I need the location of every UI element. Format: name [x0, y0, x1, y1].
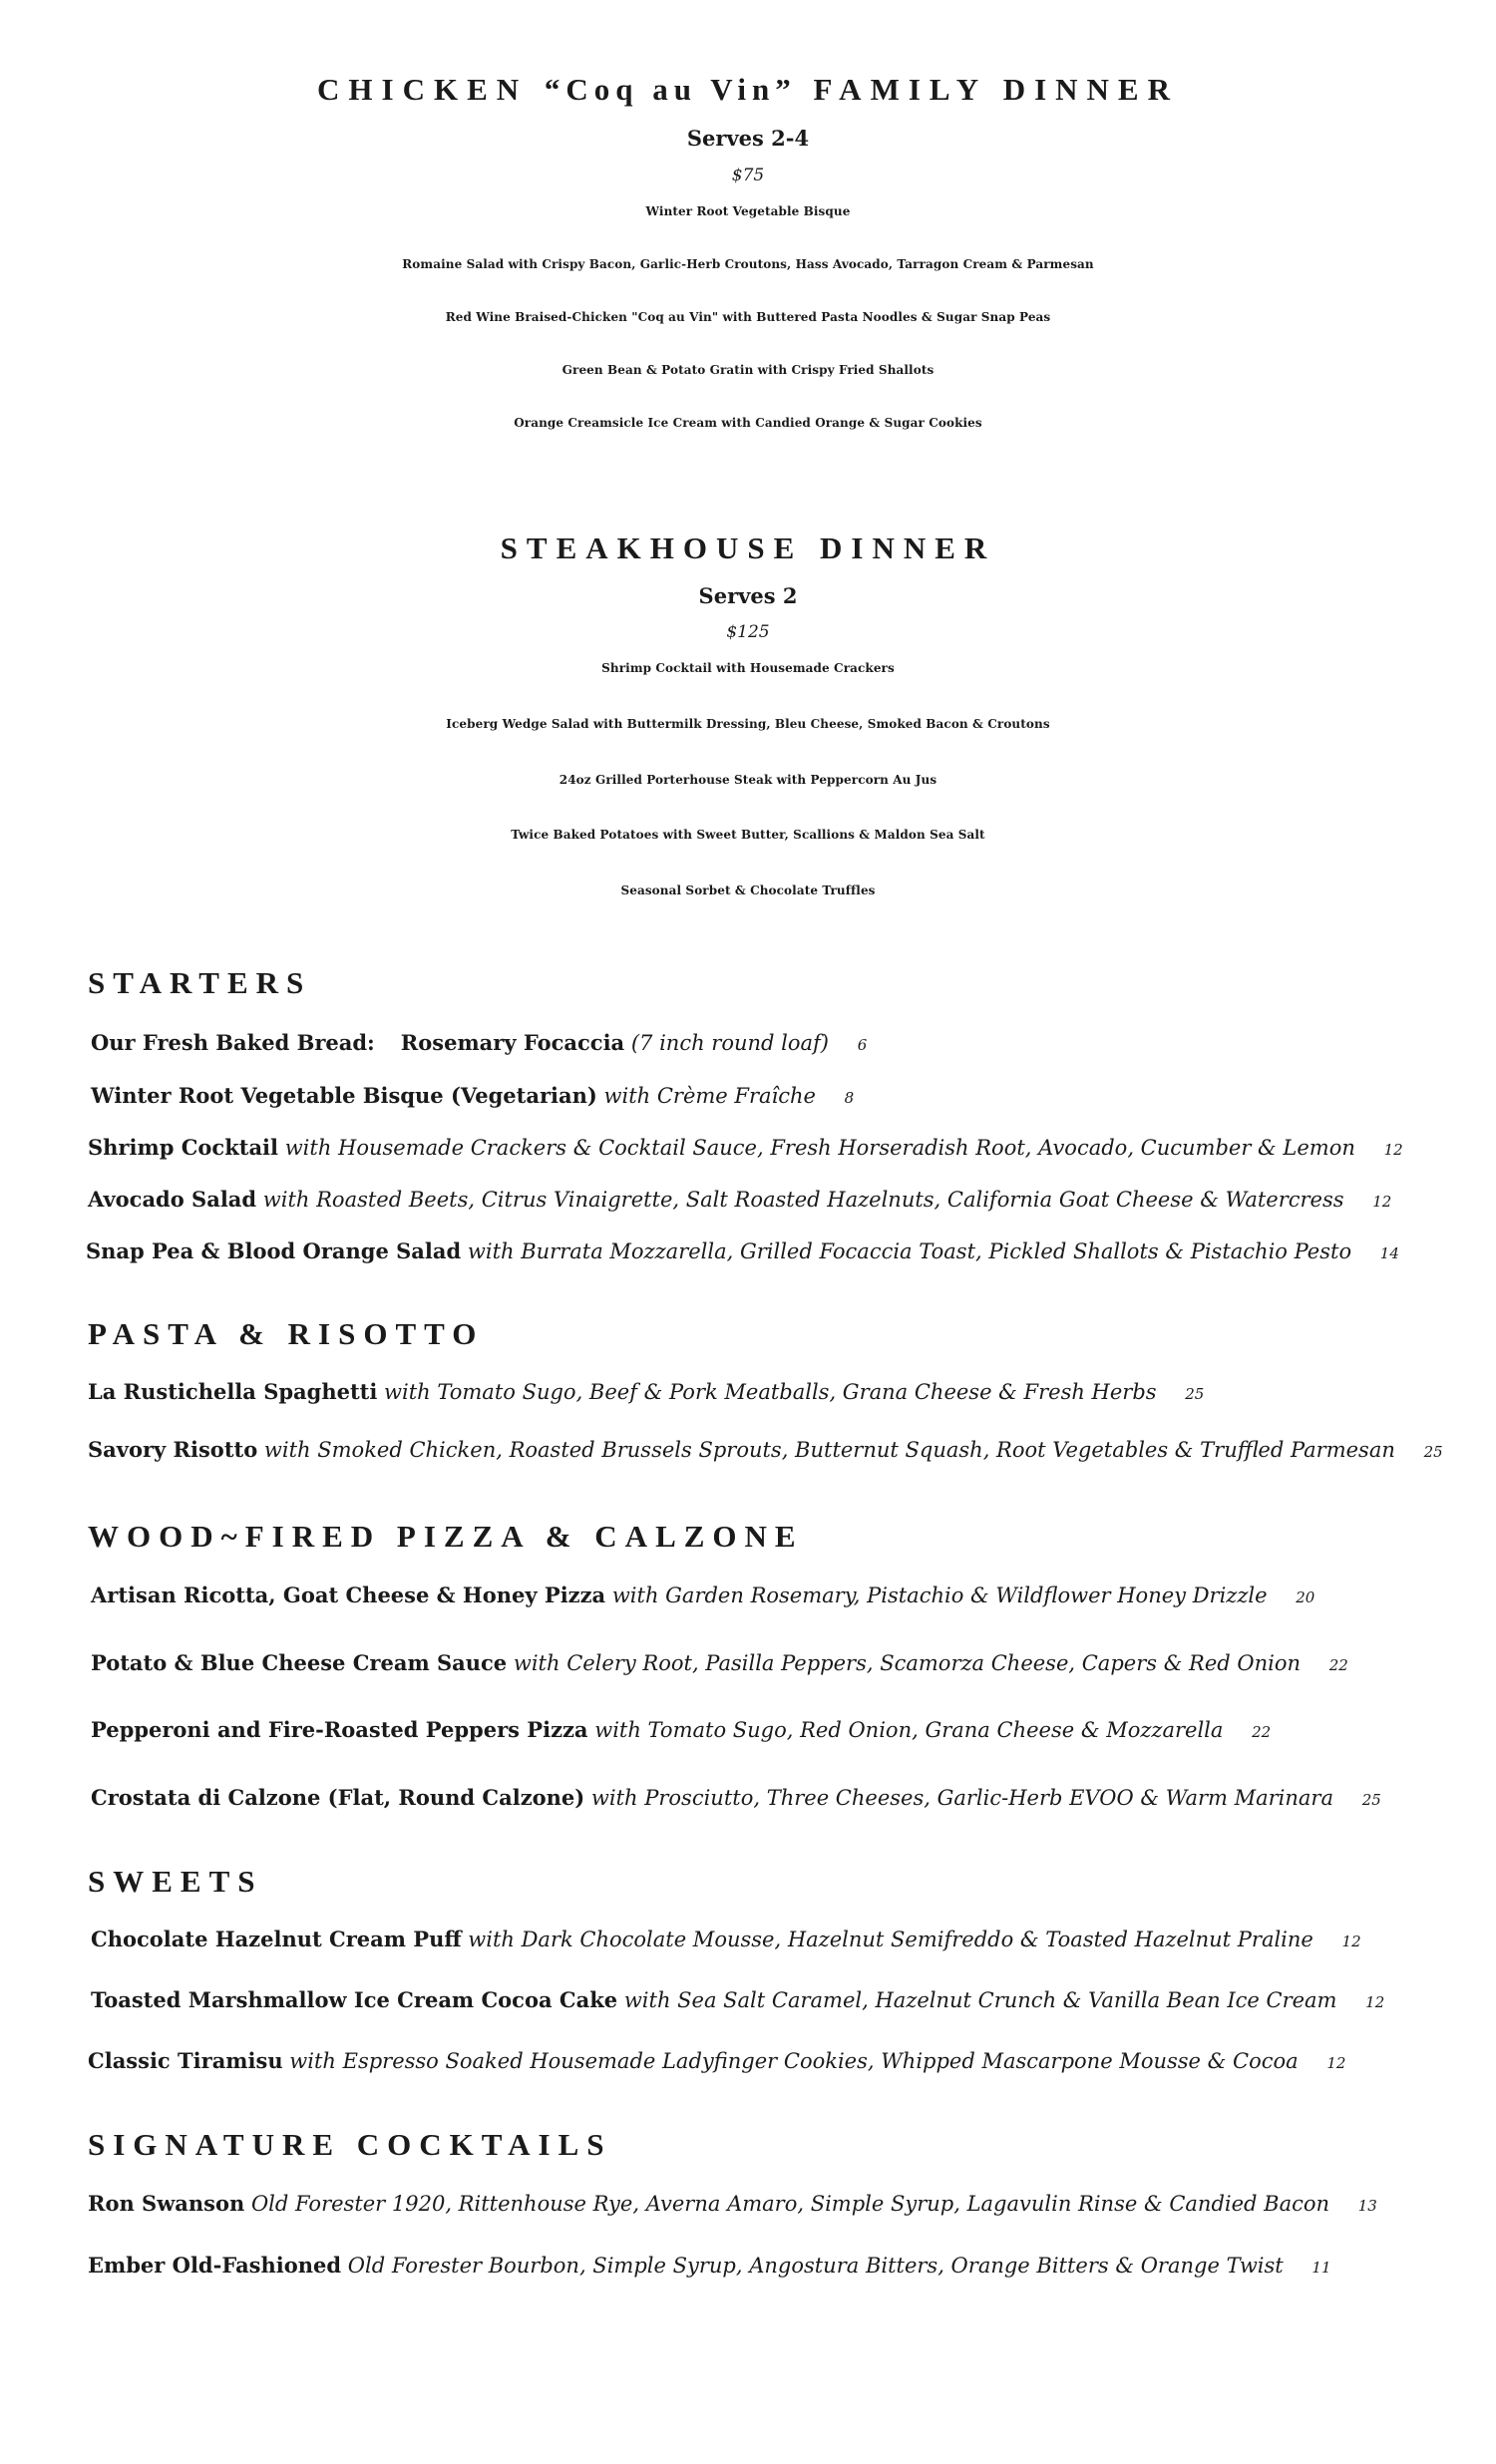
menu-item: Chocolate Hazelnut Cream Puff with Dark Chocolate Mousse, Hazelnut Semifreddo & Toasted Hazelnut Praline 12	[91, 1927, 1361, 1951]
coq-price: $75	[731, 166, 765, 185]
sweets-heading: SWEETS	[88, 1864, 263, 1899]
menu-item: Winter Root Vegetable Bisque (Vegetarian) with Crème Fraîche 8	[91, 1083, 855, 1108]
menu-item: La Rustichella Spaghetti with Tomato Sugo, Beef & Pork Meatballs, Grana Cheese & Fresh Herbs 25	[88, 1379, 1205, 1404]
coq-course: Winter Root Vegetable Bisque	[645, 204, 851, 218]
steakhouse-course: 24oz Grilled Porterhouse Steak with Peppercorn Au Jus	[559, 773, 937, 787]
menu-item: Shrimp Cocktail with Housemade Crackers & Cocktail Sauce, Fresh Horseradish Root, Avocado, Cucumber & Lemon 12	[88, 1135, 1403, 1160]
steakhouse-course: Shrimp Cocktail with Housemade Crackers	[601, 661, 895, 675]
coq-au-vin-title	[0, 72, 1496, 108]
steakhouse-title: STEAKHOUSE DINNER	[500, 530, 996, 565]
steakhouse-course: Iceberg Wedge Salad with Buttermilk Dressing, Bleu Cheese, Smoked Bacon & Croutons	[446, 717, 1050, 731]
menu-item: Crostata di Calzone (Flat, Round Calzone) with Prosciutto, Three Cheeses, Garlic-Herb EVOO & Warm Marinara 25	[91, 1785, 1381, 1810]
pasta-heading: PASTA & RISOTTO	[88, 1316, 485, 1351]
menu-item: Savory Risotto with Smoked Chicken, Roasted Brussels Sprouts, Butternut Squash, Root Vegetables & Truffled Parmesan 25	[88, 1437, 1443, 1462]
steakhouse-course: Twice Baked Potatoes with Sweet Butter, Scallions & Maldon Sea Salt	[511, 828, 985, 842]
coq-course: Red Wine Braised-Chicken "Coq au Vin" with Buttered Pasta Noodles & Sugar Snap Peas	[445, 310, 1051, 324]
menu-item: Toasted Marshmallow Ice Cream Cocoa Cake with Sea Salt Caramel, Hazelnut Crunch & Vanilla Bean Ice Cream 12	[91, 1987, 1385, 2012]
menu-item: Snap Pea & Blood Orange Salad with Burrata Mozzarella, Grilled Focaccia Toast, Pickled Shallots & Pistachio Pesto 14	[86, 1238, 1399, 1263]
cocktails-heading: SIGNATURE COCKTAILS	[88, 2127, 612, 2162]
menu-item: Ember Old-Fashioned Old Forester Bourbon, Simple Syrup, Angostura Bitters, Orange Bitters & Orange Twist 11	[88, 2253, 1331, 2278]
coq-course: Orange Creamsicle Ice Cream with Candied Orange & Sugar Cookies	[514, 416, 982, 430]
coq-title-part-3: FAMILY DINNER	[813, 72, 1179, 107]
steakhouse-serves: Serves 2	[698, 583, 798, 608]
pizza-heading: WOOD~FIRED PIZZA & CALZONE	[88, 1519, 804, 1554]
coq-serves: Serves 2-4	[686, 126, 810, 151]
menu-item: Avocado Salad with Roasted Beets, Citrus Vinaigrette, Salt Roasted Hazelnuts, California Goat Cheese & Watercress 12	[88, 1187, 1392, 1212]
menu-item: Potato & Blue Cheese Cream Sauce with Celery Root, Pasilla Peppers, Scamorza Cheese, Capers & Red Onion 22	[91, 1650, 1348, 1675]
coq-title-part-1: CHICKEN	[317, 72, 529, 107]
menu-item: Classic Tiramisu with Espresso Soaked Housemade Ladyfinger Cookies, Whipped Mascarpone Mousse & Cocoa 12	[88, 2048, 1346, 2073]
menu-item: Ron Swanson Old Forester 1920, Rittenhouse Rye, Averna Amaro, Simple Syrup, Lagavulin Rinse & Candied Bacon 13	[88, 2191, 1377, 2216]
coq-title-part-2: “Coq au Vin”	[544, 72, 797, 107]
steakhouse-course: Seasonal Sorbet & Chocolate Truffles	[620, 883, 876, 897]
starters-heading: STARTERS	[88, 965, 312, 1000]
menu-item: Our Fresh Baked Bread: Rosemary Focaccia (7 inch round loaf) 6	[91, 1030, 868, 1055]
coq-course: Green Bean & Potato Gratin with Crispy Fried Shallots	[561, 363, 935, 377]
steakhouse-price: $125	[726, 622, 770, 642]
coq-course: Romaine Salad with Crispy Bacon, Garlic-Herb Croutons, Hass Avocado, Tarragon Cream & Parmesan	[402, 257, 1094, 271]
menu-item: Pepperoni and Fire-Roasted Peppers Pizza with Tomato Sugo, Red Onion, Grana Cheese & Mozzarella 22	[91, 1717, 1272, 1742]
menu-item: Artisan Ricotta, Goat Cheese & Honey Pizza with Garden Rosemary, Pistachio & Wildflower Honey Drizzle 20	[91, 1583, 1315, 1607]
